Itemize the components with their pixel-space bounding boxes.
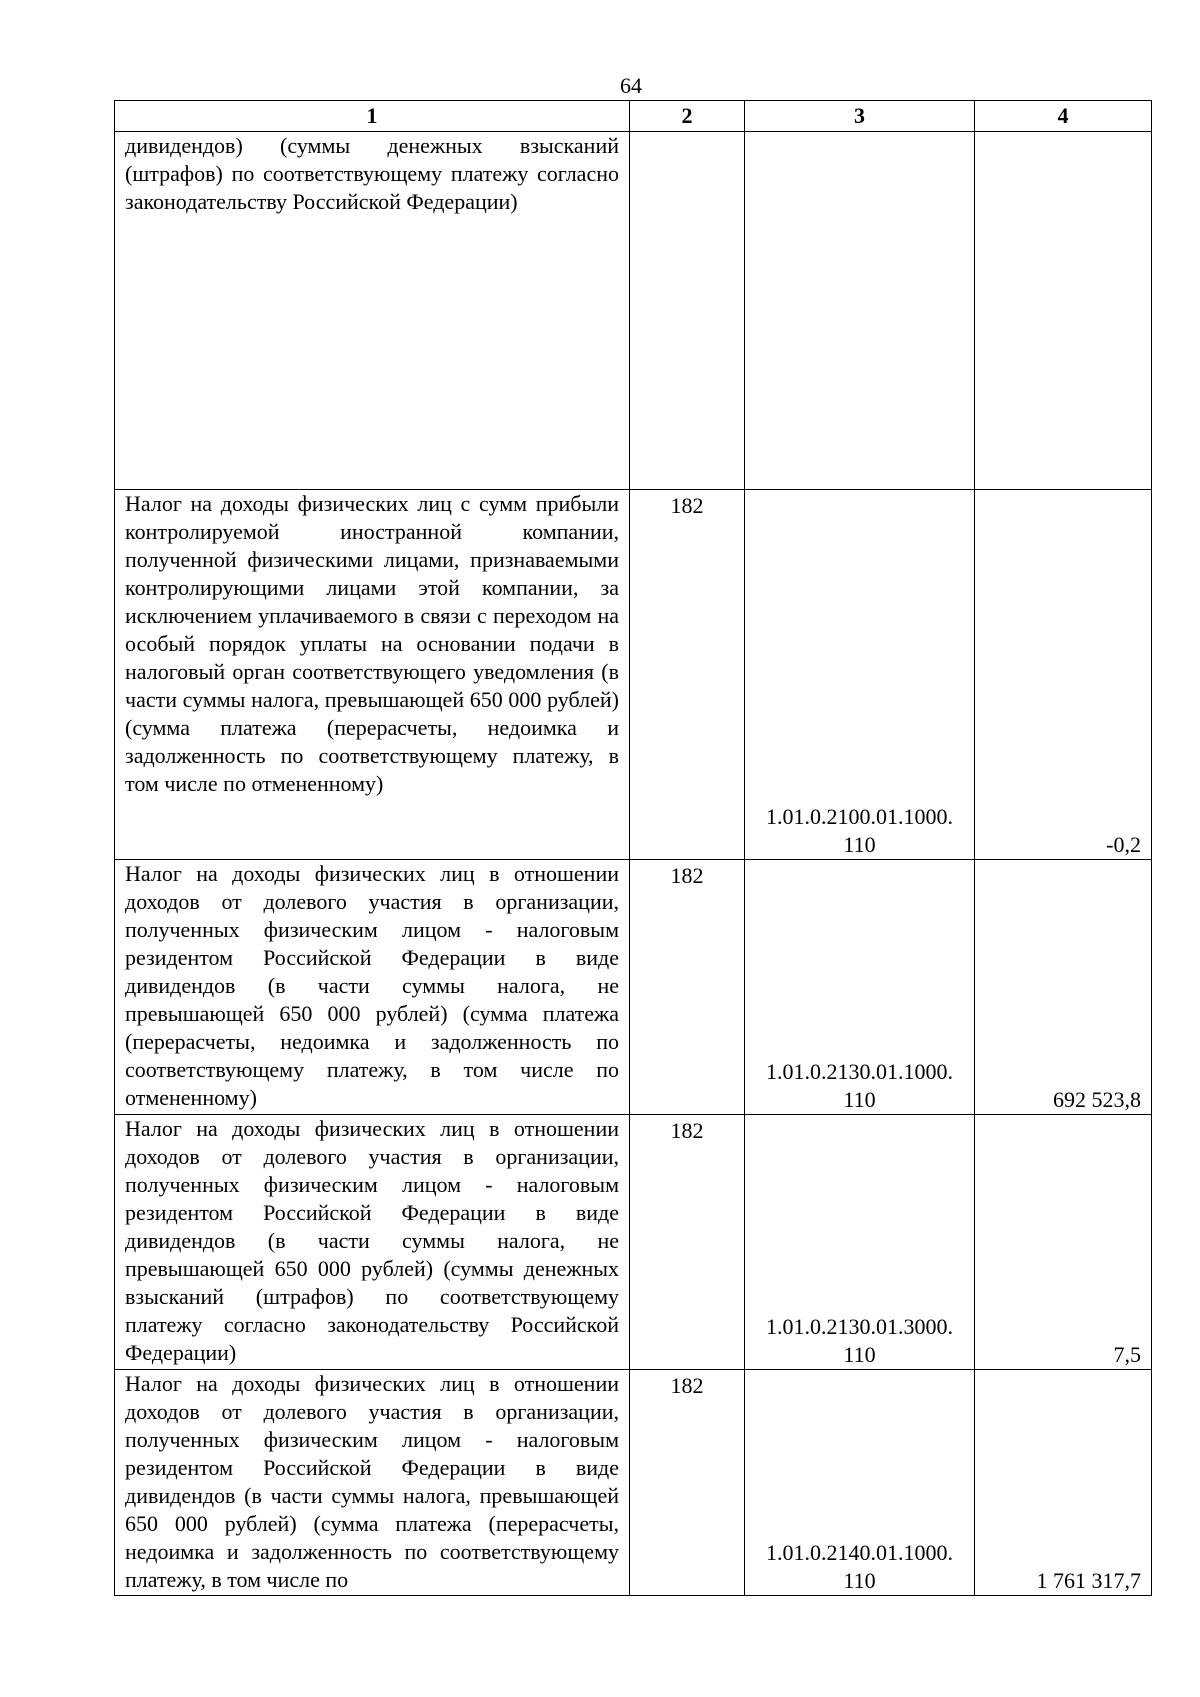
budget-code-line1: 1.01.0.2100.01.1000. bbox=[766, 804, 953, 829]
page-number: 64 bbox=[620, 73, 642, 98]
budget-code-cell bbox=[745, 1115, 975, 1370]
amount-cell: 1 761 317,7 bbox=[975, 1370, 1152, 1596]
budget-code-line1: 1.01.0.2130.01.1000. bbox=[766, 1059, 953, 1084]
table-row bbox=[115, 490, 1152, 860]
amount-cell bbox=[975, 132, 1152, 490]
amount-cell: 7,5 bbox=[975, 1115, 1152, 1370]
budget-code-cell bbox=[745, 490, 975, 860]
budget-code-line1: 1.01.0.2140.01.1000. bbox=[766, 1540, 953, 1565]
table-row bbox=[115, 132, 1152, 490]
budget-code-line2: 110 bbox=[843, 1568, 876, 1593]
amount-cell: 692 523,8 bbox=[975, 860, 1152, 1115]
budget-code-cell bbox=[745, 1370, 975, 1596]
column-header-2: 2 bbox=[630, 101, 745, 132]
column-header-4: 4 bbox=[975, 101, 1152, 132]
budget-code-cell bbox=[745, 132, 975, 490]
budget-code-line2: 110 bbox=[843, 1087, 876, 1112]
budget-code-line1: 1.01.0.2130.01.3000. bbox=[766, 1314, 953, 1339]
column-header-3: 3 bbox=[745, 101, 975, 132]
table-row bbox=[115, 860, 1152, 1115]
revenue-name-cell: Налог на доходы физических лиц с сумм прибыли контролируемой иностранной компании, полученной физическими лицами, признаваемыми контролирующими лицами этой компании, за исключением уплачиваемого в связи с переходом на особый порядок уплаты на основании подачи в налоговый орган соответствующего уведомления (в части суммы налога, превышающей 650 000 рублей) (сумма платежа (перерасчеты, недоимка и задолженность по соответствующему платежу, в том числе по отмененному) bbox=[115, 490, 630, 860]
admin-code-cell bbox=[630, 132, 745, 490]
admin-code-cell: 182 bbox=[630, 860, 745, 1115]
table-row bbox=[115, 1115, 1152, 1370]
budget-code-line2: 110 bbox=[843, 832, 876, 857]
budget-code-cell bbox=[745, 860, 975, 1115]
admin-code-cell: 182 bbox=[630, 1115, 745, 1370]
admin-code-cell: 182 bbox=[630, 1370, 745, 1596]
revenue-name-cell: Налог на доходы физических лиц в отношении доходов от долевого участия в организации, полученных физическим лицом - налоговым резидентом Российской Федерации в виде дивидендов (в части суммы налога, не превышающей 650 000 рублей) (сумма платежа (перерасчеты, недоимка и задолженность по соответствующему платежу, в том числе по отмененному) bbox=[115, 860, 630, 1115]
revenue-name-cell: Налог на доходы физических лиц в отношении доходов от долевого участия в организации, полученных физическим лицом - налоговым резидентом Российской Федерации в виде дивидендов (в части суммы налога, не превышающей 650 000 рублей) (суммы денежных взысканий (штрафов) по соответствующему платежу согласно законодательству Российской Федерации) bbox=[115, 1115, 630, 1370]
table-row bbox=[115, 1370, 1152, 1596]
amount-cell: -0,2 bbox=[975, 490, 1152, 860]
revenue-name-cell: дивидендов) (суммы денежных взысканий (штрафов) по соответствующему платежу согласно законодательству Российской Федерации) bbox=[115, 132, 630, 490]
column-header-1: 1 bbox=[115, 101, 630, 132]
budget-revenue-table bbox=[114, 100, 1152, 1596]
table-header-row bbox=[115, 101, 1152, 132]
admin-code-cell: 182 bbox=[630, 490, 745, 860]
revenue-name-cell: Налог на доходы физических лиц в отношении доходов от долевого участия в организации, полученных физическим лицом - налоговым резидентом Российской Федерации в виде дивидендов (в части суммы налога, превышающей 650 000 рублей) (сумма платежа (перерасчеты, недоимка и задолженность по соответствующему платежу, в том числе по bbox=[115, 1370, 630, 1596]
budget-code-line2: 110 bbox=[843, 1342, 876, 1367]
